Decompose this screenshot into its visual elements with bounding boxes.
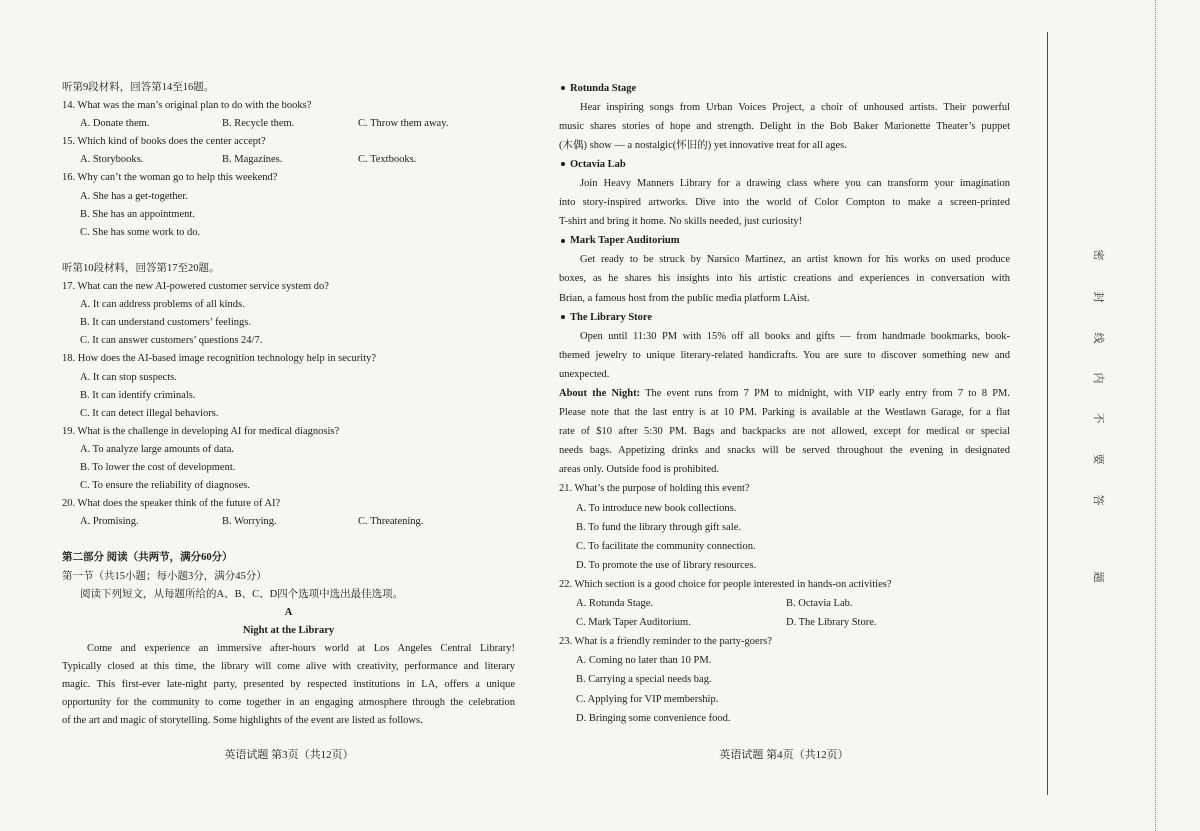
bullet-icon xyxy=(561,315,565,319)
question-14-stem: 14. What was the man’s original plan to do with the books? xyxy=(62,100,312,112)
question-20-option-c: C. Threatening. xyxy=(358,516,424,528)
question-19-option-a: A. To analyze large amounts of data. xyxy=(80,443,234,455)
question-17-option-a: A. It can address problems of all kinds. xyxy=(80,299,245,311)
seal-notice-char: 内 xyxy=(1092,372,1104,384)
section-line xyxy=(559,346,1010,365)
passage-title: Night at the Library xyxy=(242,624,335,636)
question-21-option-c: C. To facilitate the community connection. xyxy=(576,540,756,552)
question-23-option-a: A. Coming no later than 10 PM. xyxy=(576,655,712,667)
bullet-icon xyxy=(561,162,565,166)
question-16-option-c: C. She has some work to do. xyxy=(80,226,201,238)
seal-notice-char: 要 xyxy=(1092,453,1104,465)
question-14-option-a: A. Donate them. xyxy=(80,118,150,130)
question-15-option-c: C. Textbooks. xyxy=(358,154,417,166)
passage-intro-line xyxy=(62,694,515,712)
about-text: The event runs from 7 PM to midnight, with VIP early entry from 7 to 8 PM. xyxy=(645,388,1010,399)
section-text: unexpected. xyxy=(559,368,610,380)
question-22-option-b: B. Octavia Lab. xyxy=(786,598,853,610)
question-21-option-d: D. To promote the use of library resources. xyxy=(576,559,757,571)
question-21-option-a: A. To introduce new book collections. xyxy=(576,502,737,514)
passage-intro-line xyxy=(62,640,515,658)
about-line xyxy=(559,460,1010,479)
section-line xyxy=(559,174,1010,193)
seal-notice-char: 线 xyxy=(1092,332,1104,344)
question-15-option-b: B. Magazines. xyxy=(222,154,283,166)
section-line xyxy=(559,250,1010,269)
reading-instructions: 阅读下列短文，从每题所给的A、B、C、D四个选项中选出最佳选项。 xyxy=(80,588,404,600)
question-21-stem: 21. What’s the purpose of holding this event? xyxy=(559,483,750,495)
section-line xyxy=(559,269,1010,288)
section-heading-octavia-lab xyxy=(559,155,1010,174)
section-heading-text: Mark Taper Auditorium xyxy=(570,235,680,247)
passage-intro-text: opportunity for the community to come together in an engaging atmosphere through the celebration xyxy=(62,697,515,709)
question-18-option-c: C. It can detect illegal behaviors. xyxy=(80,407,219,419)
question-14-options xyxy=(62,115,515,133)
passage-intro-line xyxy=(62,676,515,694)
question-15-stem: 15. Which kind of books does the center accept? xyxy=(62,136,266,148)
question-22-option-d: D. The Library Store. xyxy=(786,617,877,629)
about-text: Please note that the last entry is at 10 PM. Parking is available at the Westlawn Garage, for a flat xyxy=(559,407,1010,419)
about-text: rate of $10 after 5:30 PM. Bags and backpacks are not allowed, except for medical or special xyxy=(559,426,1010,438)
about-text: areas only. Outside food is prohibited. xyxy=(559,464,719,476)
seal-notice-char: 答 xyxy=(1092,494,1104,506)
question-14-option-b: B. Recycle them. xyxy=(222,118,295,130)
question-16-stem: 16. Why can’t the woman go to help this weekend? xyxy=(62,172,278,184)
question-17-stem: 17. What can the new AI-powered customer service system do? xyxy=(62,281,329,293)
section-text: into story-inspired artworks. Dive into the world of Color Compton to make a screen-printed xyxy=(559,197,1010,209)
section-heading-text: The Library Store xyxy=(570,311,653,323)
question-14-option-c: C. Throw them away. xyxy=(358,118,449,130)
right-page-column xyxy=(559,79,1010,728)
question-22-option-c: C. Mark Taper Auditorium. xyxy=(576,617,691,629)
section-1-title: 第一节（共15小题；每小题3分，满分45分） xyxy=(62,570,267,582)
seal-notice-char: 密 xyxy=(1092,249,1104,261)
bullet-icon xyxy=(561,86,565,90)
section-9-instruction: 听第9段材料，回答第14至16题。 xyxy=(62,82,215,93)
section-line xyxy=(559,136,1010,155)
passage-intro-text: of the art and magic of storytelling. Some highlights of the event are listed as follows. xyxy=(62,715,423,727)
section-text: music shares stories of hope and strength. Delight in the Bob Baker Marionette Theater’s puppet xyxy=(559,120,1010,132)
question-18-option-a: A. It can stop suspects. xyxy=(80,371,177,383)
question-20-options xyxy=(62,513,515,531)
section-heading-rotunda-stage xyxy=(559,79,1010,98)
question-22-options-row-2 xyxy=(559,613,1010,632)
section-line xyxy=(559,365,1010,384)
question-22-stem: 22. Which section is a good choice for people interested in hands-on activities? xyxy=(559,578,892,590)
section-text: Get ready to be struck by Narsico Martinez, an artist known for his works on used produce xyxy=(580,254,1010,266)
section-text: Brian, a famous host from the public media platform LAist. xyxy=(559,292,810,304)
section-heading-text: Rotunda Stage xyxy=(570,82,637,94)
question-20-option-b: B. Worrying. xyxy=(222,516,277,528)
bullet-icon xyxy=(561,239,565,243)
page-footer-right: 英语试题 第4页（共12页） xyxy=(719,749,849,761)
question-23-option-d: D. Bringing some convenience food. xyxy=(576,712,731,724)
section-line xyxy=(559,117,1010,136)
passage-intro-text: magic. This first-ever late-night party, presented by respected institutions in LA, offers a unique xyxy=(62,679,515,691)
seal-notice-char: 不 xyxy=(1092,412,1104,424)
section-text: Join Heavy Manners Library for a drawing class where you can transform your imagination xyxy=(580,177,1010,189)
question-20-option-a: A. Promising. xyxy=(80,516,139,528)
section-10-instruction: 听第10段材料，回答第17至20题。 xyxy=(62,262,220,274)
section-line xyxy=(559,212,1010,231)
question-19-stem: 19. What is the challenge in developing AI for medical diagnosis? xyxy=(62,425,340,437)
about-line xyxy=(559,441,1010,460)
passage-intro-text: Typically closed at this time, the library will come alive with creativity, performance and literary xyxy=(62,661,515,672)
section-text: Open until 11:30 PM with 15% off all books and gifts — from handmade bookmarks, book- xyxy=(580,330,1010,342)
section-line xyxy=(559,98,1010,117)
question-18-stem: 18. How does the AI-based image recognition technology help in security? xyxy=(62,353,377,365)
passage-letter: A xyxy=(284,606,293,618)
section-line xyxy=(559,289,1010,308)
question-17-option-c: C. It can answer customers’ questions 24/7. xyxy=(80,335,263,347)
page-footer-left: 英语试题 第3页（共12页） xyxy=(224,749,354,761)
section-heading-library-store xyxy=(559,308,1010,327)
seal-notice-char: 封 xyxy=(1092,291,1104,303)
part-2-title: 第二部分 阅读（共两节，满分60分） xyxy=(62,552,233,564)
section-text: Hear inspiring songs from Urban Voices Project, a choir of unhoused artists. Their powerful xyxy=(580,101,1010,113)
section-text: (木偶) show — a nostalgic(怀旧的) yet innovative treat for all ages. xyxy=(559,139,847,151)
left-page-column xyxy=(62,79,515,730)
question-19-option-c: C. To ensure the reliability of diagnoses. xyxy=(80,480,250,492)
section-heading-text: Octavia Lab xyxy=(570,158,626,170)
about-label: About the Night: xyxy=(559,388,641,399)
dotted-cut-line xyxy=(1155,0,1156,831)
question-23-option-b: B. Carrying a special needs bag. xyxy=(576,674,712,686)
question-20-stem: 20. What does the speaker think of the future of AI? xyxy=(62,498,281,510)
seal-notice-char: 题 xyxy=(1092,571,1104,583)
question-21-option-b: B. To fund the library through gift sale. xyxy=(576,521,742,533)
question-16-option-b: B. She has an appointment. xyxy=(80,208,195,220)
blank-line xyxy=(62,242,515,260)
about-text: needs bags. Appetizing drinks and snacks will be served throughout the evening in designated xyxy=(559,445,1010,457)
passage-intro-line xyxy=(62,712,515,730)
passage-intro-text: Come and experience an immersive after-hours world at Los Angeles Central Library! xyxy=(87,642,515,654)
section-line xyxy=(559,327,1010,346)
passage-intro-line xyxy=(62,658,515,676)
binding-margin-line xyxy=(1047,32,1048,795)
question-15-options xyxy=(62,151,515,169)
section-text: themed jewelry to unique literary-related handicrafts. You are sure to discover something new and xyxy=(559,349,1010,361)
about-line xyxy=(559,384,1010,403)
blank-line xyxy=(62,531,515,549)
question-18-option-b: B. It can identify criminals. xyxy=(80,389,196,401)
about-line xyxy=(559,422,1010,441)
question-17-option-b: B. It can understand customers’ feelings. xyxy=(80,317,251,329)
question-19-option-b: B. To lower the cost of development. xyxy=(80,461,236,473)
question-23-option-c: C. Applying for VIP membership. xyxy=(576,693,719,705)
question-15-option-a: A. Storybooks. xyxy=(80,154,144,166)
question-16-option-a: A. She has a get-together. xyxy=(80,190,188,202)
section-text: boxes, as he shares his insights into his artistic creations and experiences in conversation with xyxy=(559,273,1010,285)
about-line xyxy=(559,403,1010,422)
section-text: T-shirt and bring it home. No skills needed, just curiosity! xyxy=(559,216,803,228)
question-22-options-row-1 xyxy=(559,594,1010,613)
section-heading-mark-taper-auditorium xyxy=(559,231,1010,250)
question-23-stem: 23. What is a friendly reminder to the party-goers? xyxy=(559,636,772,648)
section-line xyxy=(559,193,1010,212)
question-22-option-a: A. Rotunda Stage. xyxy=(576,598,653,610)
